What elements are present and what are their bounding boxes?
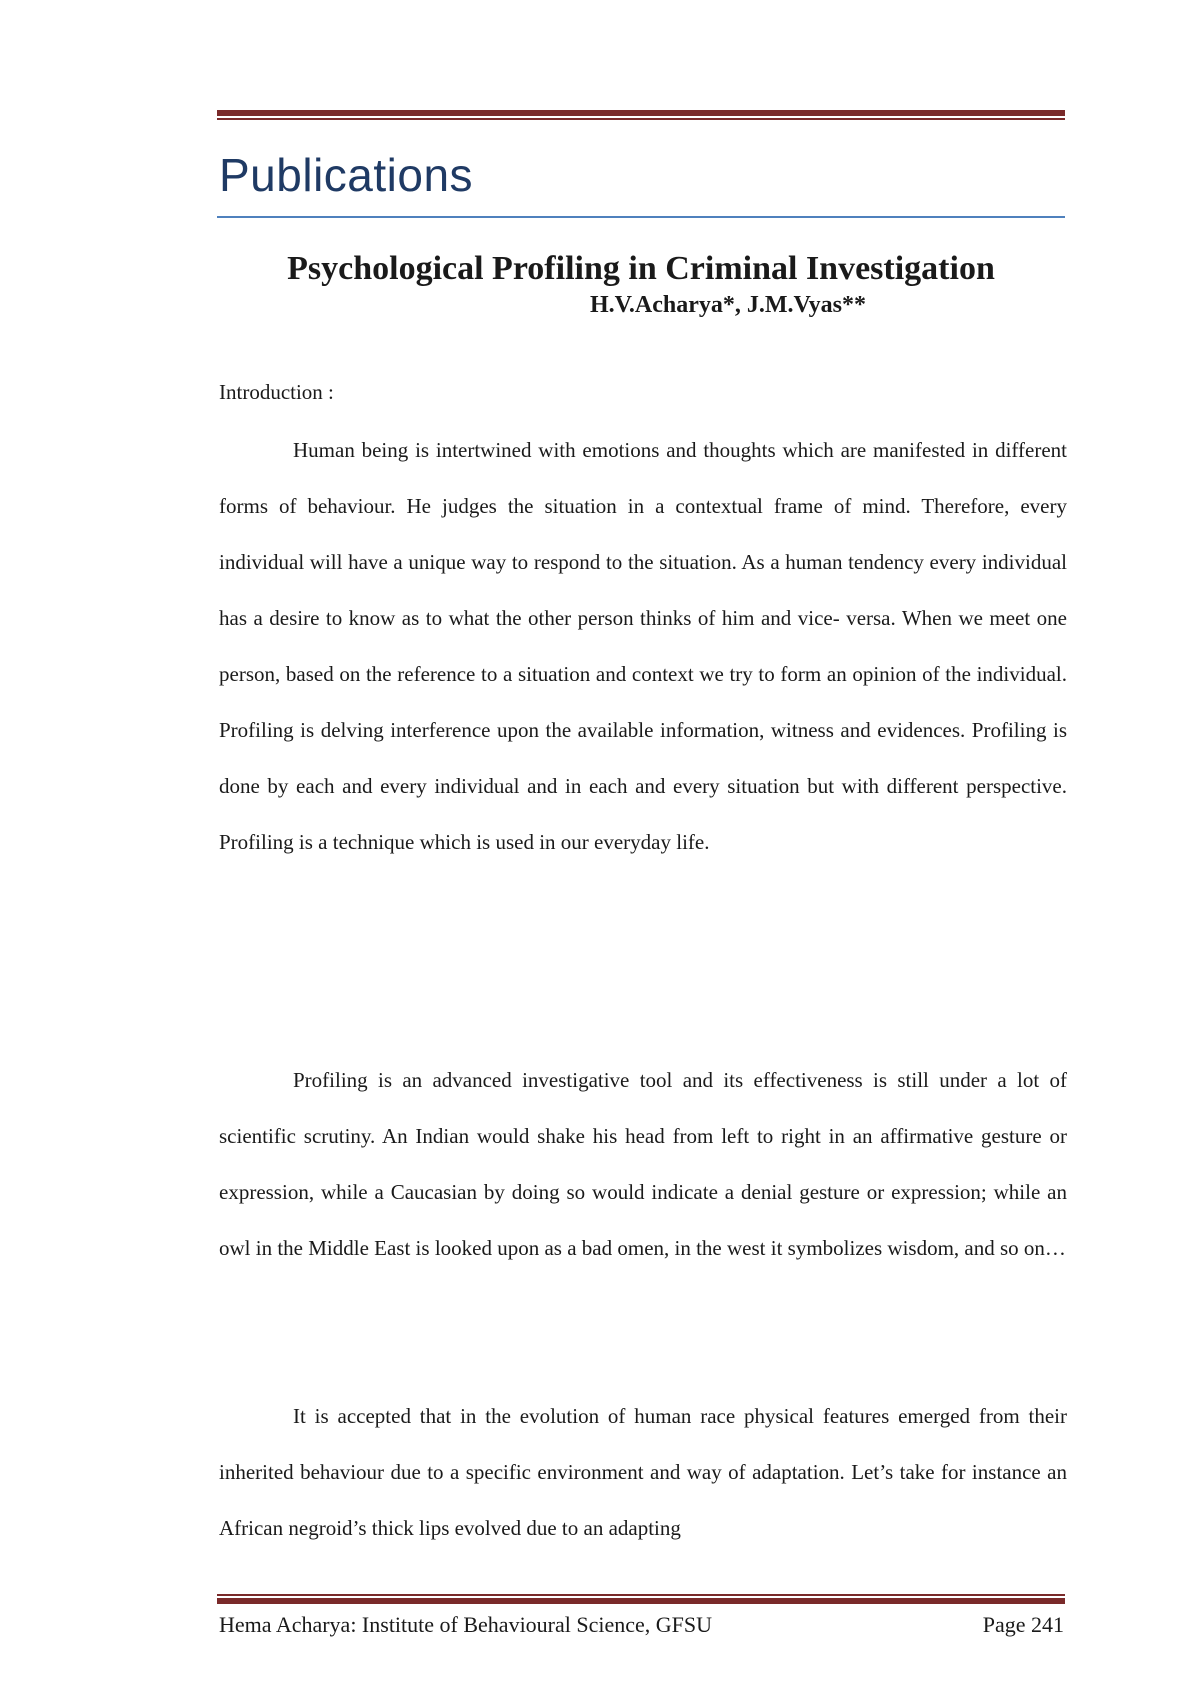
header-rule [217,110,1065,120]
body-paragraph: Profiling is an advanced investigative tool and its effectiveness is still under a lot of scientific scrutiny. An Indian would shake his head from left to right in an affirmative gesture or expression, while a Caucasian by doing so would indicate a denial gesture or expression; while an owl in the Middle East is looked upon as a bad omen, in the west it symbolizes wisdom, and so on… [219,1068,1067,1260]
article-authors: H.V.Acharya*, J.M.Vyas** [590,292,867,318]
section-heading-introduction: Introduction : [219,380,334,404]
body-paragraph: Human being is intertwined with emotions and thoughts which are manifested in different forms of behaviour. He judges the situation in a contextual frame of mind. Therefore, every individual will have a unique way to respond to the situation. As a human tendency every individual has a desire to know as to what the other person thinks of him and vice- versa. When we meet one person, based on the reference to a situation and context we try to form an opinion of the individual. Profiling is delving interference upon the available information, witness and evidences. Profiling is done by each and every individual and in each and every situation but with different perspective. Profiling is a technique which is used in our everyday life. [219,438,1067,854]
article-title: Psychological Profiling in Criminal Investigation [287,250,995,287]
body-paragraph: It is accepted that in the evolution of human race physical features emerged from their inherited behaviour due to a specific environment and way of adaptation. Let’s take for instance an African negroid’s thick lips evolved due to an adapting [219,1404,1067,1540]
section-title-underline [217,216,1065,218]
footer-rule [217,1594,1065,1604]
footer-affiliation: Hema Acharya: Institute of Behavioural Science, GFSU [219,1612,713,1637]
section-title: Publications [219,149,474,201]
page-number: Page 241 [982,1612,1064,1637]
